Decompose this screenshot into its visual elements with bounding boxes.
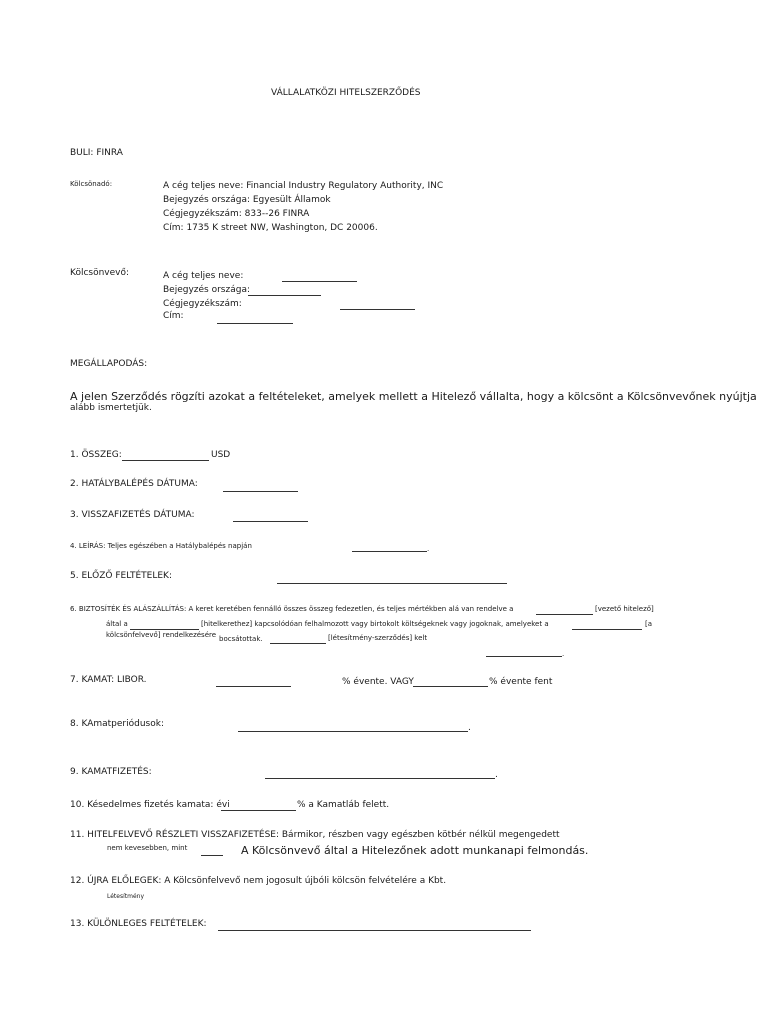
item-10-label: 10. Késedelmes fizetés kamata: évi	[70, 800, 230, 810]
item-6-by: által a	[106, 620, 128, 628]
borrower-label: Kölcsönvevő:	[70, 268, 130, 278]
item-9-label: 9. KAMATFIZETÉS:	[70, 767, 152, 777]
item-4-end: .	[427, 545, 430, 553]
item-7-above: % évente fent	[489, 677, 553, 687]
item-8-label: 8. KAmatperiódusok:	[70, 719, 164, 729]
item-12-sub: Létesítmény	[107, 893, 145, 900]
item-6-blank-1	[536, 614, 593, 615]
item-6-blank-3	[572, 629, 642, 630]
item-4-label: 4. LEÍRÁS: Teljes egészében a Hatálybalépés napján	[70, 542, 252, 550]
item-11-minimum: nem kevesebben, mint	[107, 844, 188, 852]
intro-paragraph: A jelen Szerződés rögzíti azokat a feltételeket, amelyek mellett a Hitelező vállalta, hogy a kölcsönt a Kölcsönvevőnek nyújtja	[70, 390, 757, 403]
item-13-blank	[218, 930, 531, 931]
lender-name: A cég teljes neve: Financial Industry Regulatory Authority, INC	[163, 181, 444, 191]
agreement-header: MEGÁLLAPODÁS:	[70, 359, 148, 369]
item-6-dated: [létesítmény-szerződés] kelt	[328, 634, 428, 642]
lender-address: Cím: 1735 K street NW, Washington, DC 20006.	[163, 223, 378, 233]
item-7-or: % évente. VAGY	[342, 677, 414, 687]
document-title: VÁLLALATKÖZI HITELSZERZŐDÉS	[271, 88, 421, 98]
item-8-blank	[238, 731, 468, 732]
borrower-address: Cím:	[163, 311, 184, 321]
item-10-text: % a Kamatláb felett.	[297, 800, 390, 810]
item-12-label: 12. ÚJRA ELŐLEGEK: A Kölcsönfelvevő nem jogosult újbóli kölcsön felvételére a Kbt.	[70, 876, 447, 886]
item-2-label: 2. HATÁLYBALÉPÉS DÁTUMA:	[70, 479, 198, 489]
item-6-provided: bocsátottak.	[219, 635, 263, 643]
item-2-blank	[223, 491, 298, 492]
item-8-end: .	[468, 723, 471, 733]
party-header: BULI: FINRA	[70, 148, 123, 158]
item-10-blank	[221, 810, 296, 811]
item-13-label: 13. KÜLÖNLEGES FELTÉTELEK:	[70, 919, 207, 929]
intro-paragraph-cont: alább ismertetjük.	[70, 403, 152, 413]
item-1-label: 1. ÖSSZEG:	[70, 450, 122, 460]
item-7-label: 7. KAMAT: LIBOR.	[70, 675, 147, 685]
borrower-country-blank	[248, 295, 321, 296]
borrower-country: Bejegyzés országa:	[163, 285, 250, 295]
borrower-reg-blank	[340, 309, 415, 310]
item-6-costs: [hitelkerethez] kapcsolódóan felhalmozott vagy birtokolt költségeknek vagy jogoknak, amelyeket a	[201, 620, 549, 628]
item-6-blank-2	[130, 629, 199, 630]
item-11-notice: A Kölcsönvevő által a Hitelezőnek adott munkanapi felmondás.	[241, 844, 589, 857]
item-4-blank	[352, 551, 427, 552]
item-3-label: 3. VISSZAFIZETÉS DÁTUMA:	[70, 510, 195, 520]
item-6-borrower: kölcsönfelvevő] rendelkezésére	[106, 631, 217, 639]
item-3-blank	[233, 521, 308, 522]
lender-reg: Cégjegyzékszám: 833--26 FINRA	[163, 209, 310, 219]
borrower-reg: Cégjegyzékszám:	[163, 299, 242, 309]
item-7-blank-2	[413, 686, 488, 687]
borrower-address-blank	[217, 323, 293, 324]
item-9-blank	[265, 778, 495, 779]
borrower-name-blank	[282, 281, 357, 282]
item-11-blank	[201, 855, 223, 856]
item-6-senior: [vezető hitelező]	[595, 605, 654, 613]
item-1-unit: USD	[211, 450, 231, 460]
item-11-label: 11. HITELFELVEVŐ RÉSZLETI VISSZAFIZETÉSE: Bármikor, részben vagy egészben kötbér nélkül megengedett	[70, 830, 560, 840]
item-6-blank-4	[270, 643, 326, 644]
item-6-blank-5	[486, 656, 562, 657]
item-6-bracket: [a	[645, 620, 653, 628]
borrower-name: A cég teljes neve:	[163, 271, 244, 281]
item-6-end: .	[562, 650, 565, 658]
lender-country: Bejegyzés országa: Egyesült Államok	[163, 195, 331, 205]
item-5-blank	[277, 583, 507, 584]
item-9-end: .	[495, 770, 498, 780]
item-5-label: 5. ELŐZŐ FELTÉTELEK:	[70, 571, 172, 581]
item-6-text: 6. BIZTOSÍTÉK ÉS ALÁSZÁLLÍTÁS: A keret keretében fennálló összes összeg fedezetlen, és teljes mértékben alá van rendelve a	[70, 605, 514, 613]
item-1-blank	[122, 460, 209, 461]
lender-label: Kölcsönadó:	[70, 180, 113, 188]
item-7-blank-1	[216, 686, 291, 687]
